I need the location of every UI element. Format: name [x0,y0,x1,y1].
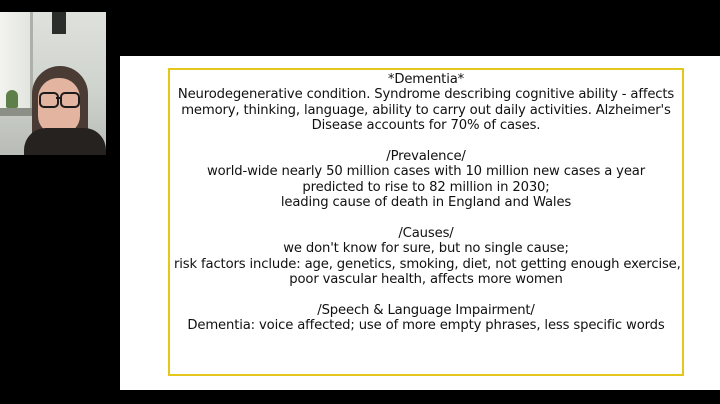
dementia-line: memory, thinking, language, ability to carry out daily activities. Alzheimer's [181,102,671,118]
prevalence-line: world-wide nearly 50 million cases with 10 million new cases a year [206,164,646,180]
section-heading-prevalence: /Prevalence/ [386,149,466,165]
speech-line: Dementia: voice affected; use of more empty phrases, less specific words [187,318,665,334]
causes-line: we don't know for sure, but no single cause; [283,241,569,257]
dementia-line: Disease accounts for 70% of cases. [311,118,541,134]
presenter-torso [24,128,106,155]
section-heading-speech: /Speech & Language Impairment/ [317,303,535,319]
causes-line: risk factors include: age, genetics, smoking, diet, not getting enough exercise, [174,256,681,272]
section-heading-causes: /Causes/ [398,226,454,242]
prevalence-line: predicted to rise to 82 million in 2030; [302,179,550,195]
presentation-slide [120,56,720,390]
dementia-line: Neurodegenerative condition. Syndrome describing cognitive ability - affects [177,87,675,103]
presenter-glasses [39,92,81,106]
causes-line: poor vascular health, affects more women [289,272,563,288]
slide-textbox [168,68,684,376]
prevalence-line: leading cause of death in England and Wales [280,195,572,211]
webcam-wall-picture [52,12,66,34]
webcam-shelf [0,108,34,116]
presenter-webcam-video [0,12,106,155]
section-heading-dementia: *Dementia* [387,72,465,87]
webcam-plant [6,90,18,108]
